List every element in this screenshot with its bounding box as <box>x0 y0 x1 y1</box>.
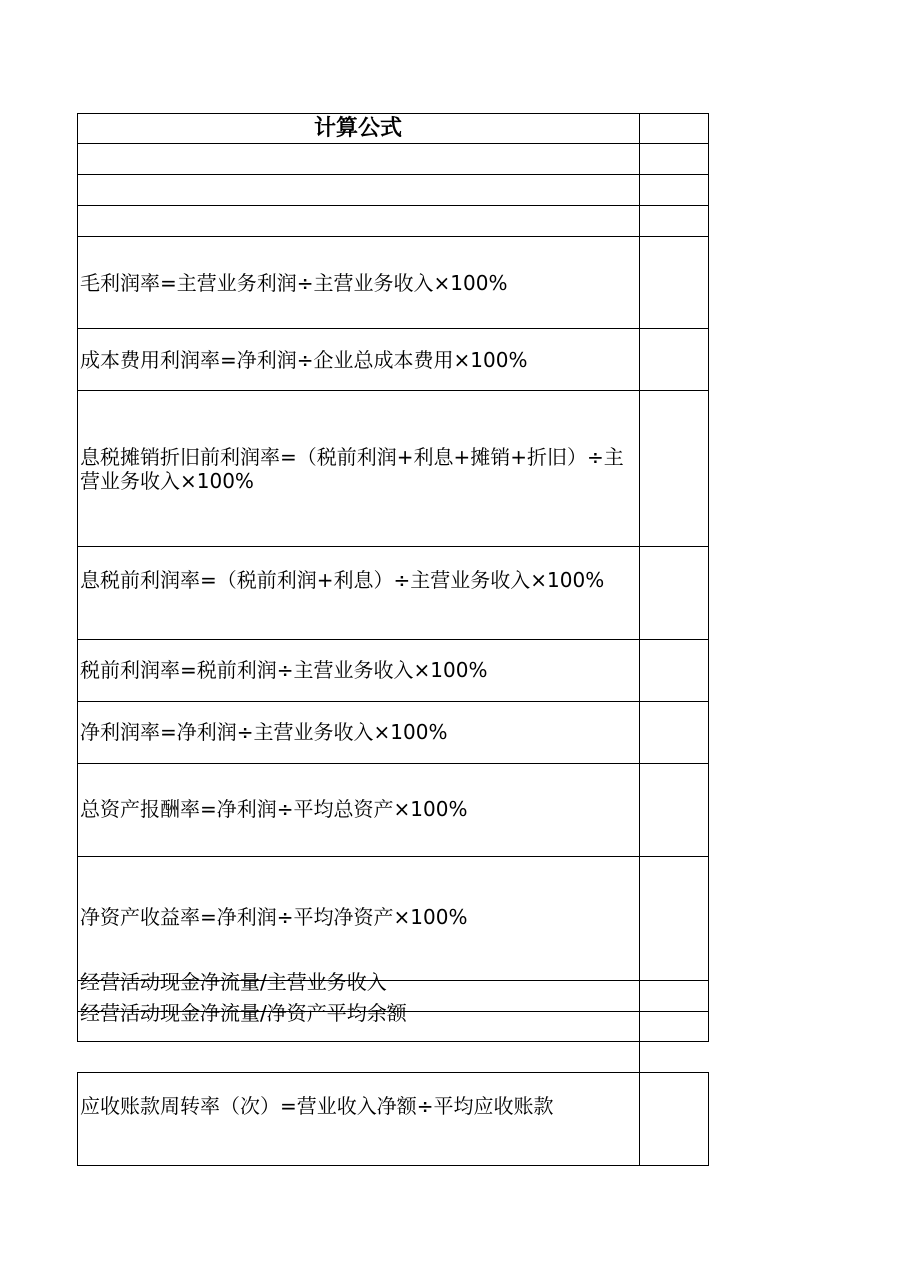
side-cell[interactable] <box>639 701 709 764</box>
formula-ar-turnover: 应收账款周转率（次）=营业收入净额÷平均应收账款 <box>80 1094 554 1118</box>
header-side-cell[interactable] <box>639 113 709 144</box>
side-cell[interactable] <box>639 546 709 640</box>
formula-cost-profit: 成本费用利润率=净利润÷企业总成本费用×100% <box>80 348 528 372</box>
formula-roa: 总资产报酬率=净利润÷平均总资产×100% <box>80 797 468 821</box>
formula-pretax-margin: 税前利润率=税前利润÷主营业务收入×100% <box>80 658 488 682</box>
column-header-title: 计算公式 <box>313 116 402 141</box>
empty-side-cell[interactable] <box>639 205 709 237</box>
formula-cell[interactable] <box>77 1072 640 1166</box>
side-cell[interactable] <box>639 980 709 1012</box>
formula-roe: 净资产收益率=净利润÷平均净资产×100% <box>80 905 468 929</box>
empty-cell[interactable] <box>77 143 640 175</box>
side-cell[interactable] <box>639 639 709 702</box>
side-cell[interactable] <box>639 390 709 547</box>
empty-cell[interactable] <box>77 205 640 237</box>
gap-divider <box>639 1041 640 1073</box>
formula-cell[interactable] <box>77 546 640 640</box>
side-cell[interactable] <box>639 328 709 391</box>
formula-ebit-margin: 息税前利润率=（税前利润+利息）÷主营业务收入×100% <box>80 568 605 592</box>
formula-ebitda-margin: 息税摊销折旧前利润率=（税前利润+利息+摊销+折旧）÷主营业务收入×100% <box>80 445 624 493</box>
side-cell[interactable] <box>639 236 709 329</box>
formula-ocf-equity: 经营活动现金净流量/净资产平均余额 <box>80 1001 407 1025</box>
empty-cell[interactable] <box>77 174 640 206</box>
formula-ocf-revenue: 经营活动现金净流量/主营业务收入 <box>80 970 387 994</box>
empty-side-cell[interactable] <box>639 143 709 175</box>
empty-side-cell[interactable] <box>639 174 709 206</box>
formula-gross-margin: 毛利润率=主营业务利润÷主营业务收入×100% <box>80 271 508 295</box>
side-cell[interactable] <box>639 763 709 857</box>
side-cell[interactable] <box>639 1011 709 1042</box>
side-cell[interactable] <box>639 1072 709 1166</box>
side-cell[interactable] <box>639 856 709 981</box>
formula-net-margin: 净利润率=净利润÷主营业务收入×100% <box>80 720 448 744</box>
